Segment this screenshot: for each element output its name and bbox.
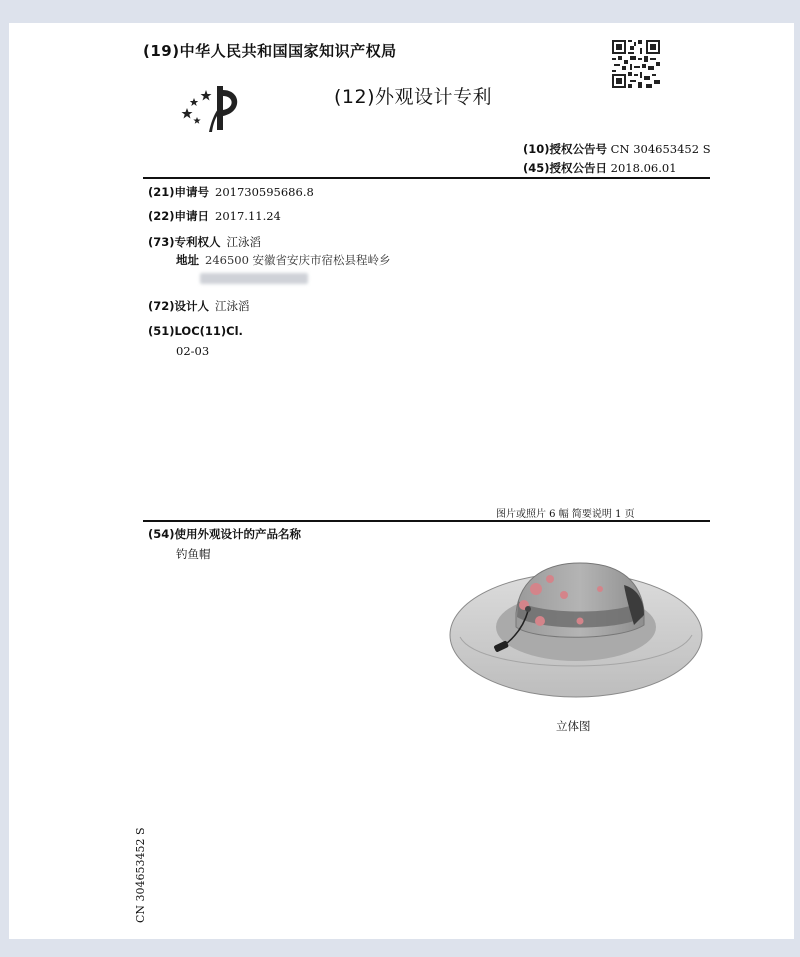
loc-value: 02-03 (176, 344, 210, 358)
designer-name: 江泳滔 (215, 299, 250, 313)
application-number-row (148, 184, 314, 200)
filing-date-row (148, 208, 281, 224)
publication-date-row (523, 160, 677, 176)
designer-row (148, 298, 250, 314)
section-divider (143, 520, 710, 522)
patentee-row (148, 234, 261, 250)
product-name-row (176, 546, 211, 562)
product-name: 钓鱼帽 (176, 547, 211, 561)
loc-classification-row (148, 324, 243, 338)
document-type-title: (12)外观设计专利 (334, 86, 493, 108)
issuing-office: (19)中华人民共和国国家知识产权局 (143, 42, 397, 60)
images-summary-count: 图片或照片 6 幅 简要说明 1 页 (496, 509, 635, 520)
publication-number-row (523, 141, 711, 157)
side-publication-code: CN 304653452 S (134, 827, 147, 923)
fishing-hat-illustration (440, 545, 710, 705)
header-divider (143, 177, 710, 179)
redacted-address-line (200, 273, 308, 284)
cnipa-logo-icon (177, 82, 245, 134)
address-value: 246500 安徽省安庆市宿松县程岭乡 (205, 253, 391, 267)
publication-number-label: (10)授权公告号 (523, 142, 608, 156)
loc-label: (51)LOC(11)Cl. (148, 324, 243, 338)
view-caption: 立体图 (556, 719, 591, 733)
publication-date-label: (45)授权公告日 (523, 161, 608, 175)
designer-label: (72)设计人 (148, 299, 210, 313)
product-name-label-row (148, 526, 301, 542)
application-number: 201730595686.8 (215, 185, 314, 199)
product-name-label: (54)使用外观设计的产品名称 (148, 527, 302, 541)
patentee-name: 江泳滔 (226, 235, 262, 249)
loc-value-row (176, 344, 209, 358)
patentee-label: (73)专利权人 (148, 235, 221, 249)
filing-date: 2017.11.24 (215, 209, 281, 223)
publication-number: CN 304653452 S (610, 142, 711, 156)
address-row (176, 252, 391, 268)
filing-date-label: (22)申请日 (148, 209, 210, 223)
address-label: 地址 (176, 253, 199, 267)
publication-date: 2018.06.01 (610, 161, 677, 175)
application-number-label: (21)申请号 (148, 185, 210, 199)
qr-code-icon (612, 40, 660, 88)
